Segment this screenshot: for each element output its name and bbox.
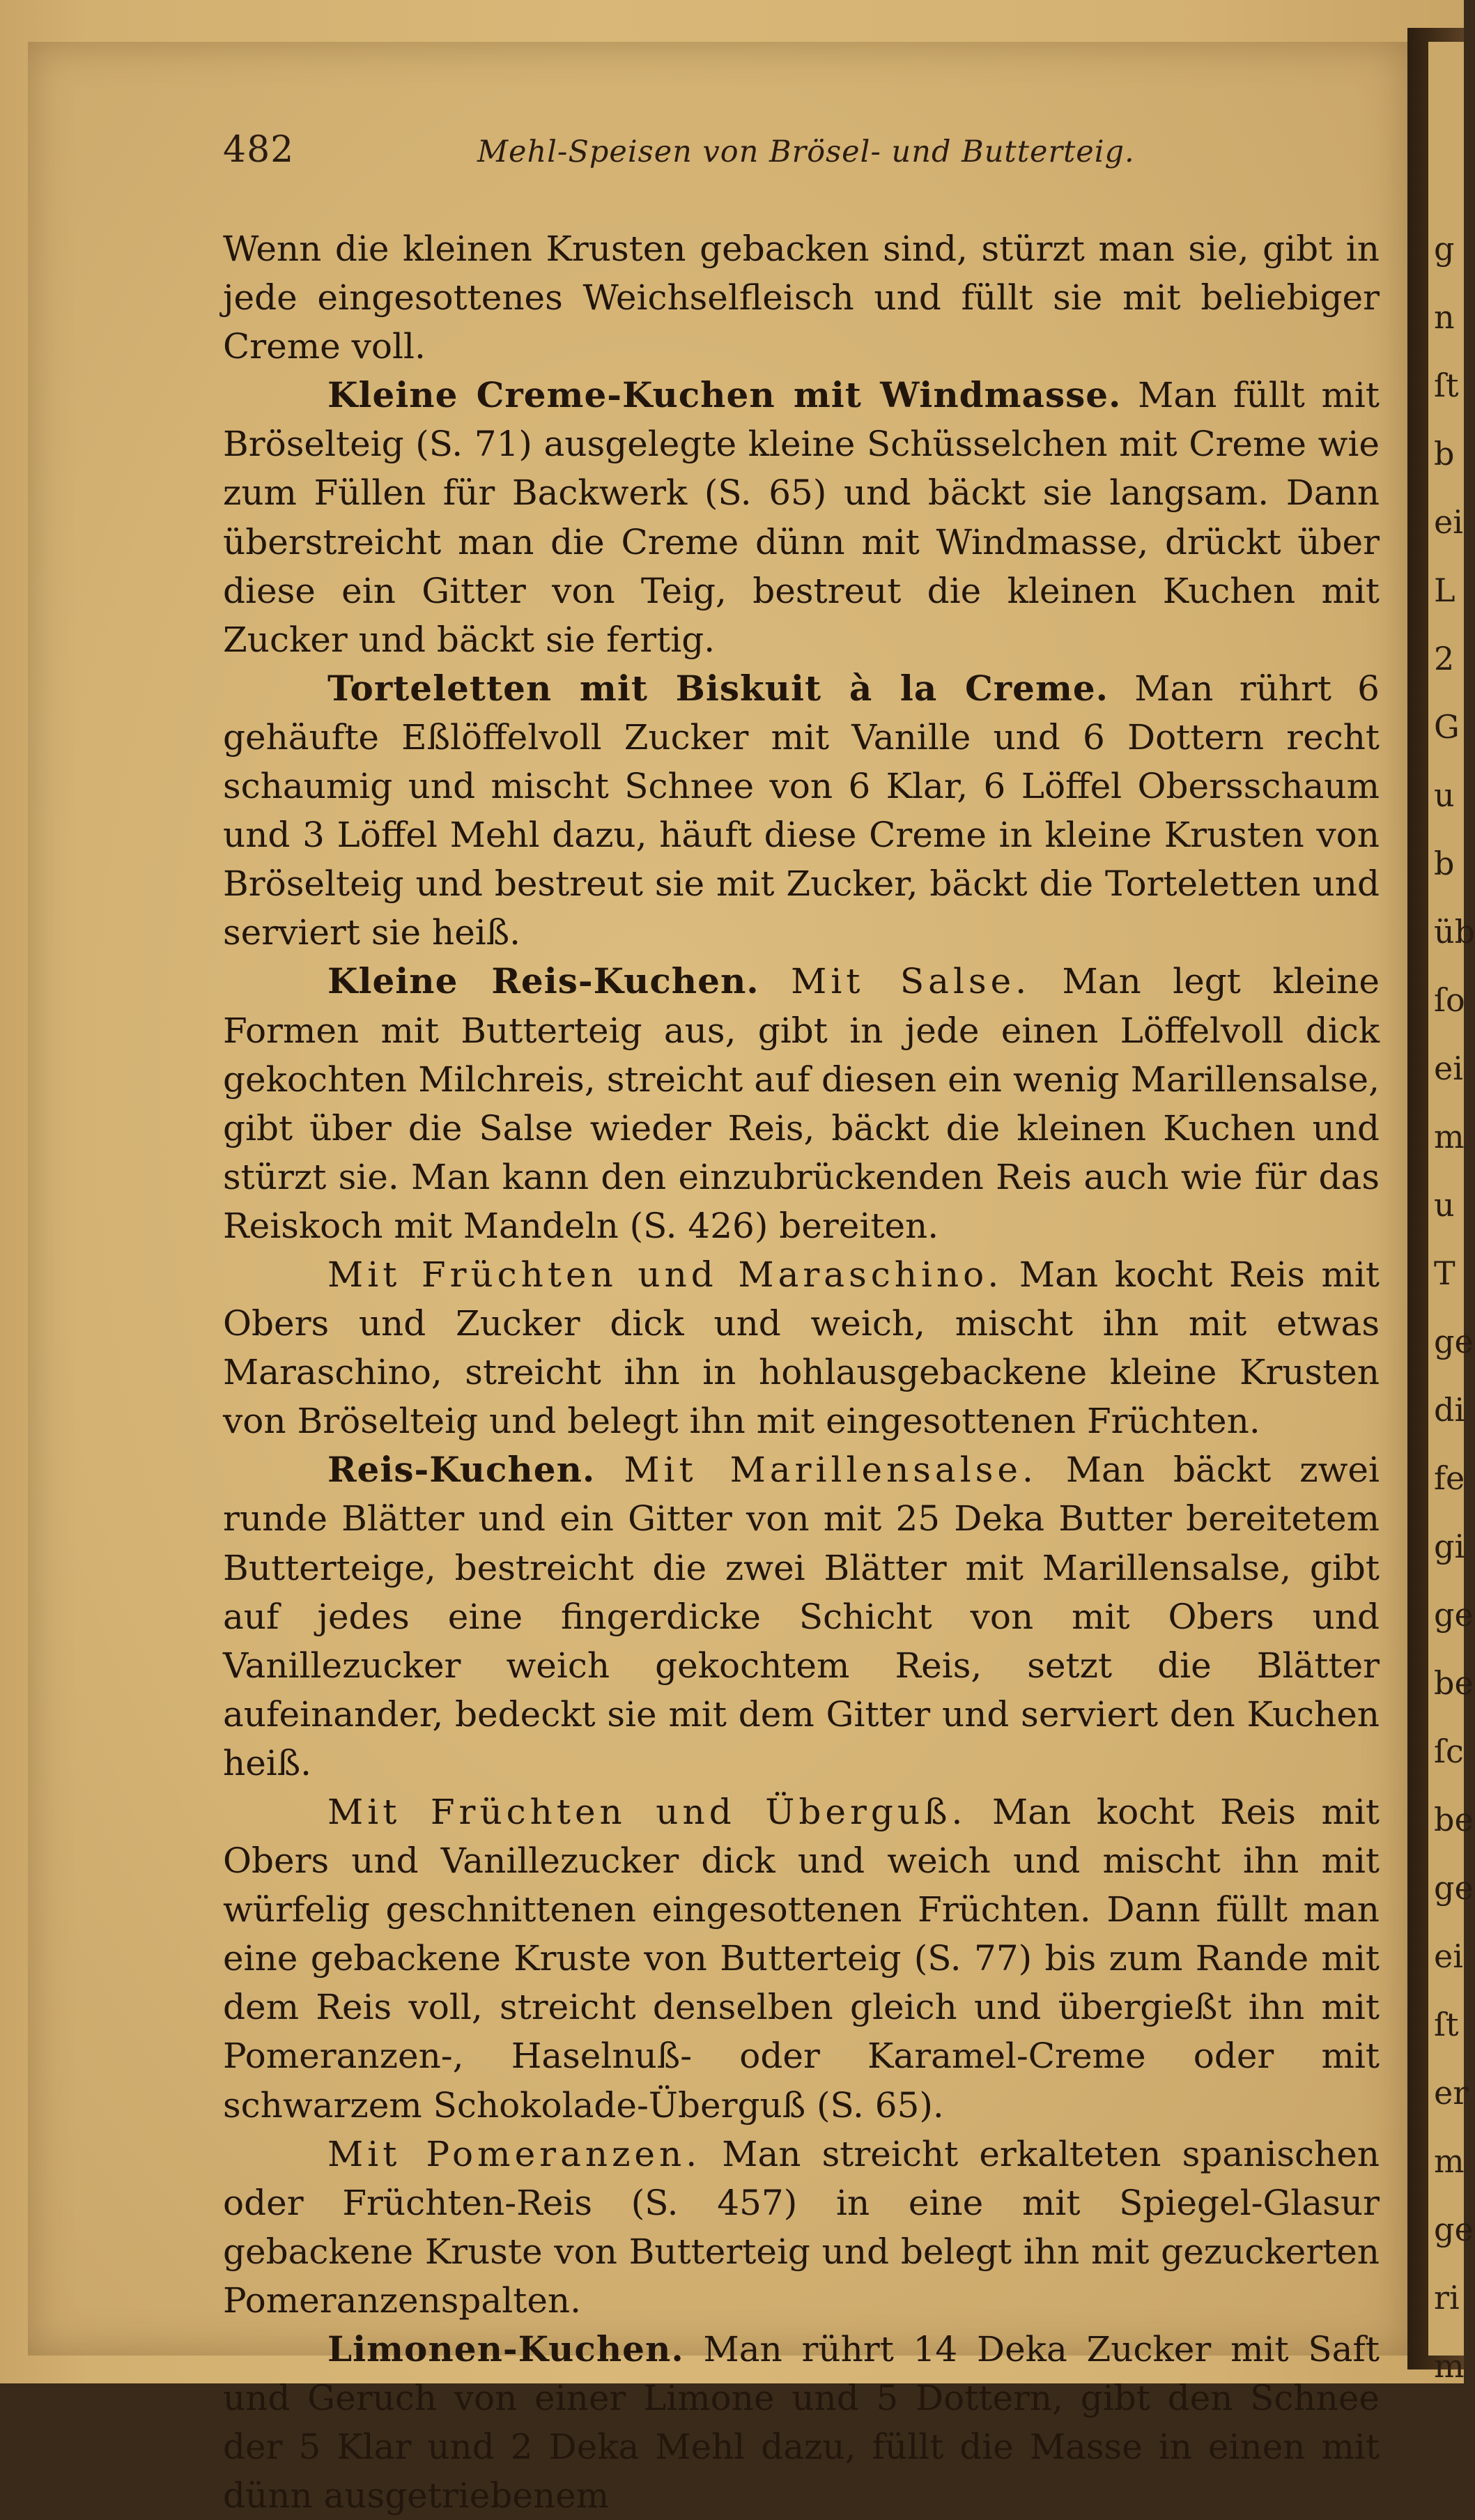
paragraph [223,664,1380,958]
adjacent-page-fragment: L [1434,571,1455,609]
recipe-variant: Mit Marillensalse. [624,1450,1037,1491]
adjacent-page-fragment: ſt [1434,2006,1459,2043]
recipe-variant: Mit Salse. [791,961,1031,1002]
paragraph-text: Man rührt 6 gehäufte Eßlöffelvoll Zucker mit Vanille und 6 Dottern recht schaumig und mischt Schnee von 6 Klar, 6 Löffel Obersschaum und 3 Löffel Mehl dazu, häuft diese Creme in kleine Krusten von Bröselteig und bestreut sie mit Zucker, bäckt die Torteletten und serviert sie heiß. [223,668,1380,953]
adjacent-page-fragment: ge [1434,1323,1474,1360]
adjacent-page-fragment: ſo [1434,981,1465,1019]
adjacent-page-fragment: be [1434,1664,1474,1702]
adjacent-page-fragment: ei [1434,1937,1463,1975]
adjacent-page-fragment: b [1434,845,1455,882]
paragraph-text: Man bäckt zwei runde Blätter und ein Gitter von mit 25 Deka Butter bereitetem Butterteige, bestreicht die zwei Blätter mit Marillensalse, gibt auf jedes eine fingerdicke Schicht von mit Obers und Vanillezucker weich gekochtem Reis, setzt die Blätter aufeinander, bedeckt sie mit dem Gitter und serviert den Kuchen heiß. [223,1450,1380,1783]
page-number: 482 [223,129,295,171]
paragraph-text: Man füllt mit Bröselteig (S. 71) ausgelegte kleine Schüsselchen mit Creme wie zum Füllen für Backwerk (S. 65) und bäckt sie langsam. Dann überstreicht man die Creme dünn mit Windmasse, drückt über diese ein Gitter von Teig, bestreut die kleinen Kuchen mit Zucker und bäckt sie fertig. [223,375,1380,660]
adjacent-page-fragment: ſc [1434,1732,1464,1770]
paragraph [223,2325,1380,2520]
adjacent-page-fragment: u [1434,776,1455,814]
adjacent-page-fragment: di [1434,1391,1465,1429]
paragraph-text: Wenn die kleinen Krusten gebacken sind, stürzt man sie, gibt in jede eingesottenes Weichselfleisch und füllt sie mit beliebiger Creme voll. [223,229,1380,367]
adjacent-page-fragment: ſt [1434,367,1459,404]
recipe-variant: Mit Früchten und Maraschino. [327,1254,1003,1295]
adjacent-page-fragment: b [1434,435,1455,472]
recipe-variant: Mit Früchten und Überguß. [327,1792,967,1832]
adjacent-page-fragment: g [1434,230,1455,268]
adjacent-page-fragment: u [1434,1186,1455,1224]
paragraph-text: Man legt kleine Formen mit Butterteig aus, gibt in jede einen Löffelvoll dick gekochten Milchreis, streicht auf diesen ein wenig Marillensalse, gibt über die Salse wieder Reis, bäckt die kleinen Kuchen und stürzt sie. Man kann den einzubrückenden Reis auch wie für das Reiskoch mit Mandeln (S. 426) bereiten. [223,961,1380,1246]
paragraph [223,371,1380,664]
adjacent-page-fragment: er [1434,2074,1469,2112]
recipe-title: Kleine Reis-Kuchen. [327,960,759,1002]
adjacent-page-fragment: T [1434,1254,1455,1292]
recipe-variant: Mit Pomeranzen. [327,2133,702,2174]
paragraph [223,2130,1380,2325]
paragraph-text: Man streicht erkalteten spanischen oder Früchten-Reis (S. 457) in eine mit Spiegel-Glasur gebackene Kruste von Butterteig und belegt ihn mit gezuckerten Pomeranzenspalten. [223,2133,1380,2321]
recipe-title: Reis-Kuchen. [327,1449,596,1491]
paragraph-text: Man rührt 14 Deka Zucker mit Saft und Geruch von einer Limone und 5 Dottern, gibt den Schnee der 5 Klar und 2 Deka Mehl dazu, füllt die Masse in einen mit dünn ausgetriebenem [223,2329,1380,2517]
adjacent-page-fragment: ei [1434,1050,1463,1087]
adjacent-page-fragment: gi [1434,1528,1465,1565]
adjacent-page-fragment: m [1434,1118,1465,1155]
running-head [223,129,1407,185]
adjacent-page-edge [1428,42,1475,2385]
adjacent-page-fragment: ri [1434,2279,1460,2317]
adjacent-page-fragment: n [1434,298,1455,336]
recipe-title: Kleine Creme-Kuchen mit Windmasse. [327,374,1122,416]
adjacent-page-fragment: ge [1434,1596,1474,1634]
adjacent-page-fragment: üb [1434,913,1475,951]
paragraph [223,224,1380,371]
adjacent-page-fragment: 2 [1434,640,1455,677]
paragraph [223,1445,1380,1788]
adjacent-page-fragment: ge [1434,2211,1474,2248]
adjacent-page-fragment: G [1434,708,1460,746]
paragraph [223,1788,1380,2130]
paragraph-text: Man kocht Reis mit Obers und Zucker dick und weich, mischt ihn mit etwas Maraschino, streicht ihn in hohlausgebackene kleine Krusten von Bröselteig und belegt ihn mit eingesottenen Früchten. [223,1254,1380,1442]
adjacent-page-fragment: ei [1434,503,1463,541]
paragraph [223,957,1380,1250]
adjacent-page-fragment: m [1434,2142,1465,2180]
adjacent-page-fragment: be [1434,1801,1474,1838]
recipe-title: Limonen-Kuchen. [327,2328,684,2370]
recipe-title: Torteletten mit Biskuit à la Creme. [327,667,1109,709]
adjacent-page-fragment: ge [1434,1869,1474,1907]
adjacent-page-fragment: m [1434,2347,1465,2385]
paragraph-text: Man kocht Reis mit Obers und Vanillezucker dick und weich und mischt ihn mit würfelig geschnittenen eingesottenen Früchten. Dann füllt man eine gebackene Kruste von Butterteig (S. 77) bis zum Rande mit dem Reis voll, streicht denselben gleich und übergießt ihn mit Pomeranzen-, Haselnuß- oder Karamel-Creme oder mit schwarzem Schokolade-Überguß (S. 65). [223,1792,1380,2126]
paragraph [223,1250,1380,1445]
running-title: Mehl-Speisen von Brösel- und Butterteig. [477,135,1135,169]
adjacent-page-fragment: fe [1434,1459,1465,1497]
body-text [223,224,1380,2520]
